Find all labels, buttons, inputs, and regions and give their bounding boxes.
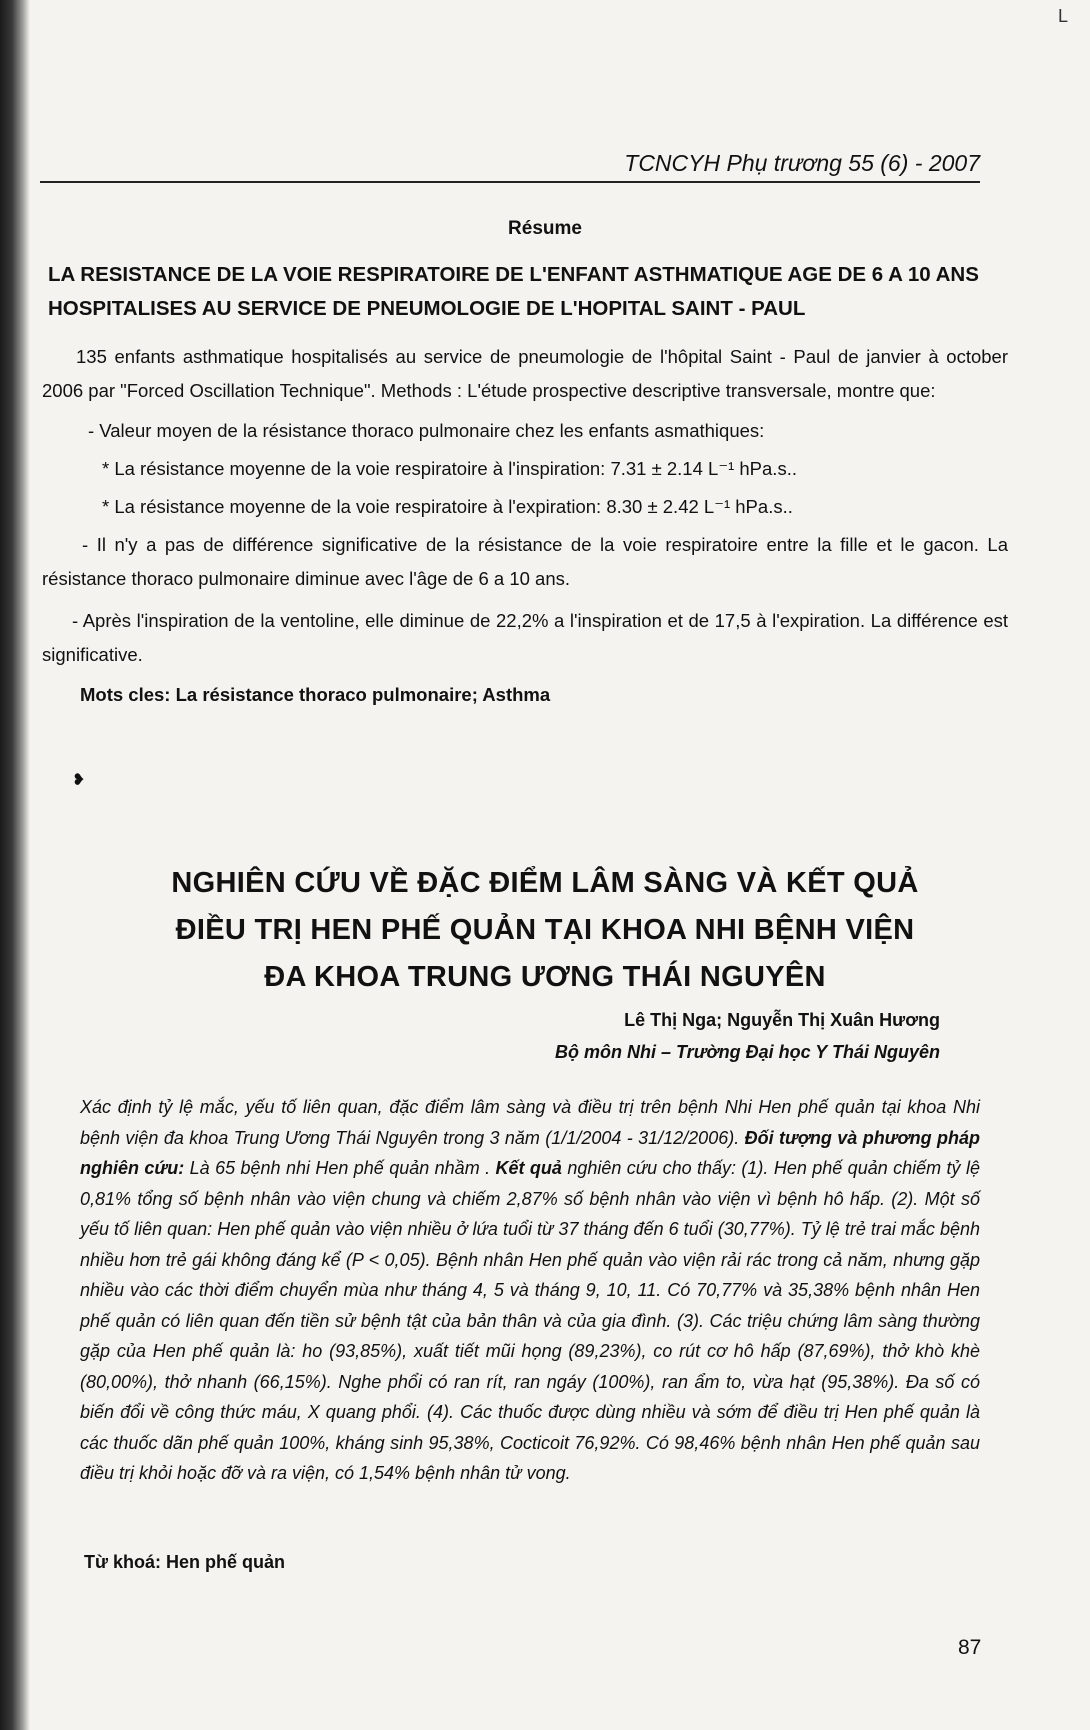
- author-affiliation: Bộ môn Nhi – Trường Đại học Y Thái Nguyên: [555, 1042, 940, 1062]
- bullet-icon: ❥: [72, 772, 86, 789]
- resume-abstract: [42, 340, 1008, 712]
- corner-mark: L: [1057, 6, 1068, 26]
- running-head: TCNCYH Phụ trương 55 (6) - 2007: [40, 150, 980, 183]
- resume-label: Résume: [508, 218, 582, 239]
- resume-title: LA RESISTANCE DE LA VOIE RESPIRATOIRE DE L'ENFANT ASTHMATIQUE AGE DE 6 A 10 ANS HOSPITALISES AU SERVICE DE PNEUMOLOGIE DE L'HOPITAL SAINT - PAUL: [48, 263, 979, 320]
- article-title-line: ĐIỀU TRỊ HEN PHẾ QUẢN TẠI KHOA NHI BỆNH VIỆN: [175, 914, 915, 946]
- author-names: Lê Thị Nga; Nguyễn Thị Xuân Hương: [624, 1010, 940, 1030]
- resume-point-1a: * La résistance moyenne de la voie respiratoire à l'inspiration: 7.31 ± 2.14 L⁻¹ hPa.s..: [102, 458, 797, 479]
- resume-point-2: - Il n'y a pas de différence significative de la résistance de la voie respiratoire entre la fille et le gacon. La résistance thoraco pulmonaire diminue avec l'âge de 6 a 10 ans.: [42, 534, 1008, 589]
- author-block: [555, 1004, 940, 1068]
- article-abstract: [80, 1092, 980, 1489]
- resume-point-3: - Après l'inspiration de la ventoline, elle diminue de 22,2% a l'inspiration et de 17,5 à l'expiration. La différence est significative.: [42, 610, 1008, 665]
- abstract-heading-results: Kết quả: [495, 1158, 562, 1178]
- resume-intro: 135 enfants asthmatique hospitalisés au service de pneumologie de l'hôpital Saint - Paul de janvier à october 2006 par "Forced Oscillation Technique". Methods : L'étude prospective descriptive transversale, montre que:: [42, 346, 1008, 401]
- abstract-text: Là 65 bệnh nhi Hen phế quản nhầm .: [189, 1158, 491, 1178]
- article-title-line: ĐA KHOA TRUNG ƯƠNG THÁI NGUYÊN: [264, 961, 826, 993]
- article-title-line: NGHIÊN CỨU VỀ ĐẶC ĐIỂM LÂM SÀNG VÀ KẾT QUẢ: [171, 867, 919, 899]
- page-number: 87: [958, 1636, 982, 1659]
- resume-point-1: - Valeur moyen de la résistance thoraco pulmonaire chez les enfants asmathiques:: [88, 420, 765, 441]
- article-title: [0, 860, 1090, 1001]
- article-keywords: Từ khoá: Hen phế quản: [84, 1552, 286, 1572]
- abstract-text: nghiên cứu cho thấy: (1). Hen phế quản chiếm tỷ lệ 0,81% tổng số bệnh nhân vào viện chung và chiếm 2,87% số bệnh nhân vào viện vì bệnh hô hấp. (2). Một số yếu tố liên quan: Hen phế quản vào viện nhiều ở lứa tuổi từ 37 tháng đến 6 tuổi (30,77%). Tỷ lệ trẻ trai mắc bệnh nhiều hơn trẻ gái không đáng kể (P < 0,05). Bệnh nhân Hen phế quản vào viện rải rác trong cả năm, nhưng gặp nhiều vào các thời điểm chuyển mùa như tháng 4, 5 và tháng 9, 10, 11. Có 70,77% và 35,38% bệnh nhân Hen phế quản có liên quan đến tiền sử bệnh tật của bản thân và của gia đình. (3). Các triệu chứng lâm sàng thường gặp của Hen phế quản là: ho (93,85%), xuất tiết mũi họng (89,23%), co rút cơ hô hấp (87,69%), thở khò khè (80,00%), thở nhanh (66,15%). Nghe phổi có ran rít, ran ngáy (100%), ran ẩm to, vừa hạt (95,38%). Đa số có biến đổi về công thức máu, X quang phổi. (4). Các thuốc được dùng nhiều và sớm để điều trị Hen phế quản là các thuốc dãn phế quản 100%, kháng sinh 95,38%, Cocticoit 76,92%. Có 98,46% bệnh nhân Hen phế quản sau điều trị khỏi hoặc đỡ và ra viện, có 1,54% bệnh nhân tử vong.: [80, 1158, 980, 1483]
- abstract-text: Xác định tỷ lệ mắc, yếu tố liên quan, đặc điểm lâm sàng và điều trị trên bệnh Nhi Hen phế quản tại khoa Nhi bệnh viện đa khoa Trung Ương Thái Nguyên trong 3 năm (1/1/2004 - 31/12/2006).: [80, 1097, 980, 1148]
- resume-point-1b: * La résistance moyenne de la voie respiratoire à l'expiration: 8.30 ± 2.42 L⁻¹ hPa.s..: [102, 496, 793, 517]
- abstract-heading-methods: Đối tượng và phương pháp nghiên cứu:: [80, 1127, 980, 1178]
- resume-keywords: Mots cles: La résistance thoraco pulmonaire; Asthma: [80, 684, 551, 705]
